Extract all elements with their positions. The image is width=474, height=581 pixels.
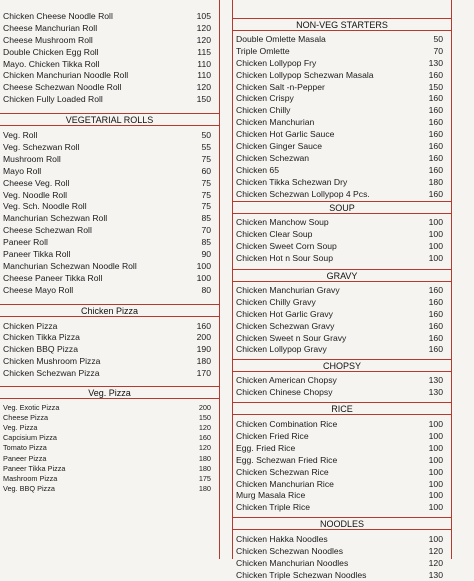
item-price: 100 [428,241,443,252]
item-price: 120 [428,546,443,557]
item-name: Chicken Manchurian Noodle Roll [3,70,129,81]
item-price: 160 [428,117,443,128]
menu-item [0,177,219,189]
item-price: 150 [198,412,211,422]
menu-item [0,284,219,296]
menu-right-column [232,0,452,580]
item-price: 100 [428,502,443,513]
starters-title: NON-VEG STARTERS [233,18,451,31]
item-price: 160 [428,308,443,319]
item-price: 160 [428,164,443,175]
menu-item [0,141,219,153]
menu-item [233,57,451,69]
item-price: 100 [196,272,211,283]
item-price: 120 [196,22,211,33]
item-price: 85 [201,213,211,224]
item-name: Chicken Hot n Sour Soup [236,253,333,264]
veg-rolls-title: VEGETARIAL ROLLS [0,113,219,126]
item-price: 120 [198,423,211,433]
menu-item [233,343,451,355]
item-price: 100 [428,430,443,441]
menu-item [0,473,219,483]
item-name: Chicken Manchow Soup [236,217,329,228]
menu-item [233,284,451,296]
item-price: 160 [428,188,443,199]
item-price: 175 [198,473,211,483]
item-price: 120 [196,82,211,93]
item-price: 100 [428,478,443,489]
item-name: Tomato Pizza [3,443,47,453]
item-name: Veg. Noodle Roll [3,189,68,200]
item-name: Manchurian Schezwan Roll [3,213,108,224]
chopsy-list [233,372,451,398]
item-name: Double Chicken Egg Roll [3,46,99,57]
item-name: Chicken Schezwan Rice [236,466,329,477]
menu-item [0,422,219,432]
item-price: 200 [198,402,211,412]
item-name: Veg. Schezwan Roll [3,141,80,152]
rice-title: RICE [233,402,451,415]
chopsy-title: CHOPSY [233,359,451,372]
item-name: Paneer Roll [3,237,48,248]
menu-item [233,116,451,128]
item-price: 100 [428,466,443,477]
item-price: 110 [197,58,211,69]
veg-pizza-title: Veg. Pizza [0,386,219,399]
item-name: Murg Masala Rice [236,490,306,501]
menu-item [0,46,219,58]
item-name: Chicken Manchurian Noodles [236,558,349,568]
item-name: Cheese Manchurian Roll [3,22,98,33]
item-price: 120 [428,558,443,568]
menu-item [0,463,219,473]
menu-item [0,453,219,463]
item-price: 100 [428,490,443,501]
gravy-list [233,282,451,355]
item-name: Chicken Triple Rice [236,502,311,513]
menu-item [0,343,219,355]
item-name: Chicken Hot Garlic Sauce [236,129,335,140]
rice-list [233,415,451,513]
menu-item [0,81,219,93]
item-name: Veg. BBQ Pizza [3,484,55,494]
item-price: 160 [428,69,443,80]
menu-item [0,367,219,379]
item-price: 160 [428,93,443,104]
item-name: Chicken Manchurian Gravy [236,284,340,295]
menu-item [0,200,219,212]
item-name: Chicken Pizza [3,320,58,331]
menu-item [233,454,451,466]
menu-item [0,248,219,260]
item-price: 60 [201,165,211,176]
item-price: 75 [201,189,211,200]
item-price: 130 [428,387,443,398]
menu-item [233,228,451,240]
item-price: 105 [196,10,211,21]
item-price: 50 [433,33,443,44]
item-name: Egg. Fried Rice [236,442,296,453]
item-name: Chicken 65 [236,164,279,175]
menu-item [0,412,219,422]
menu-item [0,272,219,284]
item-name: Paneer Pizza [3,453,47,463]
item-price: 180 [198,463,211,473]
item-price: 100 [428,253,443,264]
item-price: 180 [428,176,443,187]
item-name: Chicken Lollypop Schezwan Masala [236,69,374,80]
item-name: Chicken Sweet Corn Soup [236,241,337,252]
item-name: Chicken Combination Rice [236,419,338,430]
item-price: 160 [428,296,443,307]
menu-item [0,10,219,22]
item-price: 160 [428,152,443,163]
menu-item [0,165,219,177]
item-price: 130 [428,57,443,68]
menu-item [233,140,451,152]
item-price: 170 [196,368,211,379]
item-name: Chicken Lollypop Fry [236,57,317,68]
menu-item [0,355,219,367]
item-price: 75 [201,201,211,212]
menu-item [233,69,451,81]
item-name: Chicken Chinese Chopsy [236,387,333,398]
item-name: Cheese Pizza [3,412,49,422]
menu-item [233,501,451,513]
item-name: Chicken Ginger Sauce [236,140,322,151]
item-name: Cheese Veg. Roll [3,177,70,188]
item-price: 70 [433,45,443,56]
item-name: Double Omlette Masala [236,33,326,44]
item-name: Chicken American Chopsy [236,375,337,386]
item-name: Egg. Schezwan Fried Rice [236,454,338,465]
item-name: Chicken Schezwan Noodles [236,546,344,557]
item-name: Cheese Mushroom Roll [3,34,93,45]
veg-pizza-list [0,399,219,494]
menu-item [233,490,451,502]
menu-item [233,176,451,188]
menu-item [233,478,451,490]
item-price: 200 [196,332,211,343]
item-name: Chicken Mushroom Pizza [3,356,101,367]
item-price: 130 [428,375,443,386]
item-name: Chicken Schezwan [236,152,310,163]
item-name: Chicken Fully Loaded Roll [3,94,103,105]
noodles-list [233,530,451,581]
item-price: 150 [428,81,443,92]
item-name: Chicken Fried Rice [236,430,309,441]
menu-item [233,152,451,164]
item-name: Capcisium Pizza [3,433,57,443]
menu-item [233,128,451,140]
noodles-title: NOODLES [233,517,451,530]
item-name: Chicken Chilly Gravy [236,296,316,307]
item-name: Chicken Triple Schezwan Noodles [236,569,367,580]
item-price: 160 [198,433,211,443]
menu-left-column [0,0,220,559]
menu-item [233,296,451,308]
item-name: Veg. Pizza [3,423,38,433]
veg-rolls-list [0,126,219,295]
menu-item [233,374,451,386]
menu-item [233,430,451,442]
item-name: Chicken Crispy [236,93,294,104]
menu-item [233,252,451,264]
menu-item [0,443,219,453]
menu-item [233,33,451,45]
menu-item [233,418,451,430]
item-price: 55 [201,141,211,152]
item-name: Chicken Hot Garlic Gravy [236,308,333,319]
menu-item [233,308,451,320]
menu-item [0,69,219,81]
item-name: Chicken Lollypop Gravy [236,344,327,355]
item-name: Veg. Sch. Noodle Roll [3,201,87,212]
item-name: Chicken Schezwan Gravy [236,320,335,331]
item-price: 120 [198,443,211,453]
menu-item [0,484,219,494]
item-price: 160 [428,140,443,151]
item-price: 70 [201,225,211,236]
item-name: Chicken Tikka Pizza [3,332,80,343]
item-price: 75 [201,177,211,188]
item-price: 160 [428,332,443,343]
menu-item [233,466,451,478]
item-name: Veg. Roll [3,130,38,141]
item-name: Mushroom Roll [3,153,61,164]
item-price: 100 [428,442,443,453]
menu-item [233,164,451,176]
item-price: 100 [196,260,211,271]
item-name: Triple Omlette [236,45,290,56]
menu-item [0,320,219,332]
menu-item [233,545,451,557]
item-price: 160 [428,284,443,295]
menu-item [0,433,219,443]
item-price: 130 [428,569,443,580]
item-price: 90 [201,248,211,259]
soup-list [233,214,451,264]
item-name: Mayo. Chicken Tikka Roll [3,58,100,69]
chicken-pizza-title: Chicken Pizza [0,304,219,317]
item-price: 75 [201,153,211,164]
item-price: 160 [428,344,443,355]
chicken-pizza-list [0,317,219,379]
menu-item [0,93,219,105]
menu-item [233,569,451,581]
item-name: Chicken Tikka Schezwan Dry [236,176,348,187]
menu-item [233,240,451,252]
item-price: 180 [198,453,211,463]
menu-item [233,216,451,228]
item-price: 160 [196,320,211,331]
menu-item [233,332,451,344]
item-price: 160 [428,129,443,140]
item-name: Paneer Tikka Roll [3,248,71,259]
item-price: 115 [197,46,211,57]
item-name: Chicken Sweet n Sour Gravy [236,332,347,343]
menu-item [233,81,451,93]
menu-item [0,212,219,224]
menu-item [233,386,451,398]
item-price: 110 [197,70,211,81]
menu-item [0,58,219,70]
menu-item [0,34,219,46]
menu-item [0,153,219,165]
menu-item [233,104,451,116]
item-name: Cheese Schezwan Noodle Roll [3,82,122,93]
menu-item [0,129,219,141]
item-name: Paneer Tikka Pizza [3,463,66,473]
item-price: 100 [428,229,443,240]
item-name: Veg. Exotic Pizza [3,402,60,412]
menu-item [0,224,219,236]
item-price: 100 [428,217,443,228]
menu-item [0,189,219,201]
item-name: Chicken Clear Soup [236,229,313,240]
item-name: Cheese Paneer Tikka Roll [3,272,103,283]
menu-item [0,22,219,34]
item-name: Chicken Hakka Noodles [236,534,328,545]
item-name: Chicken Manchurian [236,117,315,128]
item-name: Cheese Mayo Roll [3,284,74,295]
gravy-title: GRAVY [233,269,451,282]
menu-item [0,236,219,248]
item-name: Mashroom Pizza [3,473,58,483]
item-name: Chicken Chilly [236,105,291,116]
item-price: 100 [428,534,443,545]
item-price: 85 [201,237,211,248]
item-name: Chicken Cheese Noodle Roll [3,10,113,21]
item-price: 120 [196,34,211,45]
item-name: Chicken Manchurian Rice [236,478,334,489]
menu-item [233,442,451,454]
item-name: Chicken BBQ Pizza [3,344,78,355]
item-price: 100 [428,454,443,465]
menu-item [233,92,451,104]
item-price: 180 [198,484,211,494]
soup-title: SOUP [233,201,451,214]
menu-item [233,533,451,545]
item-price: 180 [196,356,211,367]
starters-list [233,31,451,199]
item-price: 160 [428,105,443,116]
item-name: Chicken Salt -n-Pepper [236,81,325,92]
item-name: Manchurian Schezwan Noodle Roll [3,260,137,271]
menu-item [233,557,451,569]
item-price: 100 [428,419,443,430]
item-name: Chicken Schezwan Pizza [3,368,100,379]
menu-item [233,188,451,200]
top-rolls-list [0,0,219,105]
item-price: 50 [201,130,211,141]
item-price: 160 [428,320,443,331]
menu-item [233,45,451,57]
item-name: Mayo Roll [3,165,42,176]
item-name: Cheese Schezwan Roll [3,225,92,236]
menu-item [233,320,451,332]
menu-item [0,331,219,343]
item-price: 190 [196,344,211,355]
item-price: 150 [196,94,211,105]
item-name: Chicken Schezwan Lollypop 4 Pcs. [236,188,370,199]
menu-item [0,402,219,412]
menu-item [0,260,219,272]
item-price: 80 [201,284,211,295]
